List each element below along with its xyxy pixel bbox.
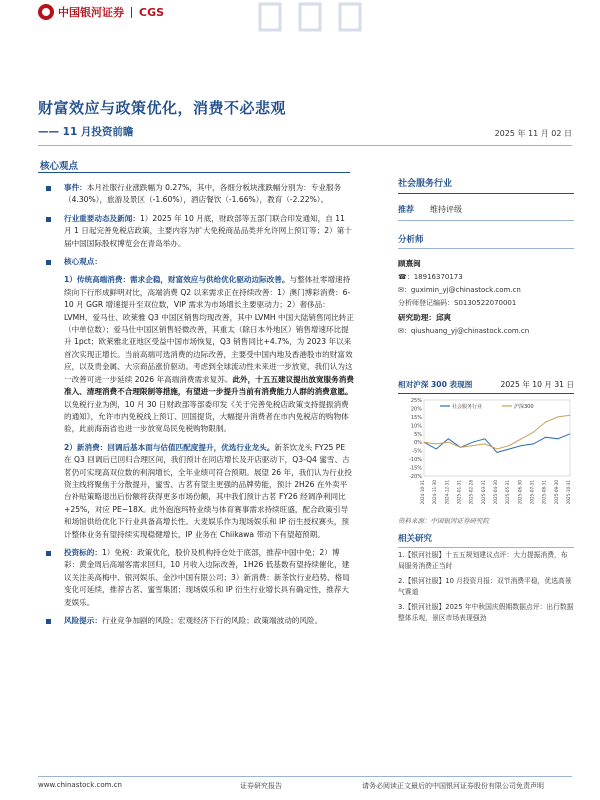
x-tick-label: 2025-05-31 bbox=[505, 480, 511, 505]
x-tick-label: 2025-03-31 bbox=[480, 480, 486, 505]
page-header bbox=[0, 0, 600, 40]
x-tick-label: 2024-10-31 bbox=[420, 480, 425, 505]
x-tick-label: 2025-01-31 bbox=[456, 480, 462, 505]
y-tick-label: 5% bbox=[414, 431, 422, 438]
x-tick-label: 2025-02-28 bbox=[468, 480, 474, 505]
bullet-label: 风险提示： bbox=[64, 616, 102, 625]
y-tick-label: -20% bbox=[409, 474, 422, 480]
series-line bbox=[424, 434, 570, 453]
analyst-name: 顾熹闽 bbox=[398, 259, 421, 268]
bullet-news bbox=[44, 213, 354, 250]
chart-source: 资料来源：中国银河证券研究院 bbox=[398, 517, 489, 525]
y-tick-label: 15% bbox=[410, 414, 422, 421]
y-tick-label: 0% bbox=[414, 440, 422, 447]
x-tick-label: 2025-09-30 bbox=[553, 480, 559, 505]
logo-icon bbox=[38, 4, 54, 20]
related-heading: 相关研究 bbox=[398, 532, 574, 548]
report-subtitle: —— 11 月投资前瞻 bbox=[38, 126, 134, 138]
y-tick-label: 20% bbox=[410, 406, 422, 413]
paragraph-high-end bbox=[44, 274, 354, 435]
related-item[interactable]: 1.【银河社服】十五五规划建议点评：大力提振消费，布局服务消费正当时 bbox=[398, 551, 568, 570]
y-tick-label: 25% bbox=[410, 398, 422, 404]
title-divider bbox=[38, 145, 572, 146]
main-content bbox=[44, 182, 354, 633]
paragraph-head: 2）新消费：回调后基本面与估值匹配度提升，优选行业龙头。 bbox=[64, 442, 275, 452]
analyst-email[interactable]: ✉：guximin_yj@chinastock.com.cn bbox=[398, 286, 521, 294]
x-tick-label: 2024-11-30 bbox=[432, 480, 438, 505]
bullet-label: 行业重要动态及新闻： bbox=[64, 213, 140, 223]
paragraph-new-consumption bbox=[44, 442, 354, 541]
rating-divider bbox=[398, 220, 574, 221]
assistant-email[interactable]: ✉：qiushuang_yj@chinastock.com.cn bbox=[398, 327, 530, 335]
watermark-icon bbox=[250, 0, 380, 34]
bullet-text: 行业竞争加剧的风险；宏观经济下行的风险；政策端波动的风险。 bbox=[101, 616, 323, 625]
related-item[interactable]: 2.【银河社服】10 月投资月报：双节消费平稳，优选高景气赛道 bbox=[398, 577, 572, 596]
footer-disclaimer: 请务必阅读正文最后的中国银河证券股份有限公司免责声明 bbox=[362, 782, 544, 790]
bullet-text: 本月社服行业涨跌幅为 0.27%，其中，各细分板块涨跌幅分别为：专业服务（4.30%），旅游及景区（-1.60%），酒店餐饮（-1.66%），教育（-2.22%）。 bbox=[64, 183, 342, 205]
footer-divider bbox=[38, 776, 572, 777]
report-date: 2025 年 11 月 02 日 bbox=[494, 129, 572, 138]
core-heading: 核心观点 bbox=[40, 161, 79, 172]
bullet-label: 事件： bbox=[64, 183, 87, 192]
y-tick-label: 10% bbox=[410, 423, 422, 430]
industry-name: 社会服务行业 bbox=[398, 176, 574, 194]
bullet-label: 投资标的： bbox=[64, 547, 102, 557]
x-tick-label: 2025-08-31 bbox=[541, 480, 547, 505]
chart-title: 相对沪深 300 表现图 bbox=[398, 380, 473, 389]
x-tick-label: 2025-10-31 bbox=[566, 480, 571, 505]
legend-label: 沪深300 bbox=[514, 404, 534, 410]
x-tick-label: 2024-12-31 bbox=[444, 480, 450, 505]
y-tick-label: -5% bbox=[412, 448, 422, 455]
footer-type: 证券研究报告 bbox=[240, 782, 282, 790]
analyst-phone: ☎：18916370173 bbox=[398, 273, 463, 281]
paragraph-text: 以免税行业为例，10 月 30 日财政部等部委印发《关于完善免税店政策支持提振消费的通知》，允许市内免税线上预订、回国提货，大幅提升消费者在市内免税店的购物体验，此前海南省也进一步放宽岛民免税购物限制。 bbox=[64, 399, 349, 434]
brand-en: CGS bbox=[139, 5, 165, 19]
bullet-risk bbox=[44, 615, 354, 627]
bullet-label: 核心观点： bbox=[64, 257, 102, 267]
brand-logo bbox=[38, 4, 164, 20]
bullet-text: 1）2025 年 10 月底，财政部等五部门联合印发通知，自 11 月 1 日起完善免税店政策，主要内容为扩大免税商品品类并允许网上预订等；2）第十届中国国际股权博览会在青岛举办。 bbox=[64, 213, 352, 248]
paragraph-head: 1）传统高端消费：需求企稳，财富效应与供给优化驱动边际改善。 bbox=[64, 275, 290, 285]
paragraph-text: 与整体社零增速持续向下行形成鲜明对比，高端消费 Q2 以来需求正在持续改善：1）澳门博彩消费：6-10 月 GGR 增速提升至双位数，VIP 需求为市场增长主要驱动力；2）奢侈品：LVMH、爱马仕、欧莱雅 Q3 中国区销售均现改善，其中 LVMH 中国大陆销售同比转正（中单位数）；爱马仕中国区销售轻微改善，其重太（除日本外地区）销售增速环比提升 1pct；欧莱雅北亚地区受益中国市场恢复，Q3 销售同比+4.7%，为 2023 年以来首次实现正增长。当前高端可选消费的边际改善，主要受中国内地及香港股市的财富效应，以及贵金属、大宗商品涨价驱动。考虑到全球流动性未来进一步放宽，我们认为这一改善可进一步延续 2026 年高端消费需求复苏。 bbox=[64, 275, 354, 384]
chart-date: 2025 年 10 月 31 日 bbox=[500, 380, 574, 389]
y-tick-label: -10% bbox=[409, 457, 422, 464]
footer-site[interactable]: www.chinastock.com.cn bbox=[38, 781, 122, 789]
performance-chart bbox=[398, 392, 574, 512]
bullet-targets bbox=[44, 547, 354, 609]
bullet-core bbox=[44, 256, 354, 268]
analyst-cert: 分析师登记编码：S0130522070001 bbox=[398, 299, 517, 307]
x-tick-label: 2025-06-30 bbox=[517, 480, 523, 505]
related-list bbox=[398, 550, 574, 628]
series-line bbox=[424, 415, 570, 449]
paragraph-text: 新茶饮龙头 FY25 PE 在 Q3 回调后已回归合理区间，我们预计在同店增长及开店驱动下，Q3-Q4 蜜雪、古茗仍可实现高双位数的利润增长，全年业绩可符合预期。展望 26 年，我们认为行业投资主线将聚焦于分散提升，蜜雪、古茗有望主更强的品牌势能，预计 2H26 在外卖平台补贴策略退出后份额将获得更多市场份额，其中我们预计古茗 FY26 经调净利同比+25%，对应 PE~18X。此外泡泡玛特业绩与体育赛事需求持续旺盛，配合政策引导和场馆供给优化下行业具备高增长性。大麦娱乐作为现场娱乐和 IP 衍生授权赛头，预计整体业务有望持续实现稳健增长，IP 业务在 Chiikawa 带动下有望超预期。 bbox=[64, 442, 352, 539]
bullet-text: 1）免税：政策优化，股价及机构持仓处于底部，推荐中国中免；2）博彩：黄金周后高端客需求回归，10 月收入边际改善，1H26 低基数有望持续催化，建议关注美高梅中、银河娱乐、金沙中国有限公司；3）新消费：新茶饮行业趋势、格局变化可延续，推荐古茗、蜜雪集团；现场娱乐和 IP 衍生行业增长具有确定性，推荐大麦娱乐。 bbox=[64, 547, 350, 607]
x-tick-label: 2025-07-31 bbox=[529, 480, 535, 505]
assistant-name: 研究助理：邱爽 bbox=[398, 313, 452, 322]
core-divider bbox=[38, 172, 350, 173]
x-tick-label: 2025-04-30 bbox=[493, 480, 498, 505]
paragraph-highlight: 此外，十五五建议提出放宽服务消费准入、清理消费不合理限制等措施，有望进一步提升当前有消费能力人群的消费意愿。 bbox=[64, 374, 354, 397]
brand-cn: 中国银河证券 bbox=[58, 6, 124, 19]
rating-row bbox=[398, 204, 574, 215]
rating-key: 推荐 bbox=[398, 205, 414, 214]
related-item[interactable]: 3.【银河社服】2025 年中秋国庆假期数据点评：出行数据整体乐观，景区市场表现强劲 bbox=[398, 603, 574, 622]
bullet-event bbox=[44, 182, 354, 207]
legend-label: 社会服务行业 bbox=[452, 404, 483, 410]
sidebar bbox=[398, 176, 574, 336]
report-title: 财富效应与政策优化，消费不必悲观 bbox=[38, 99, 287, 117]
rating-value: 维持评级 bbox=[430, 205, 462, 214]
logo-separator bbox=[131, 7, 132, 18]
y-tick-label: -15% bbox=[409, 465, 422, 472]
analyst-heading: 分析师 bbox=[398, 233, 574, 249]
